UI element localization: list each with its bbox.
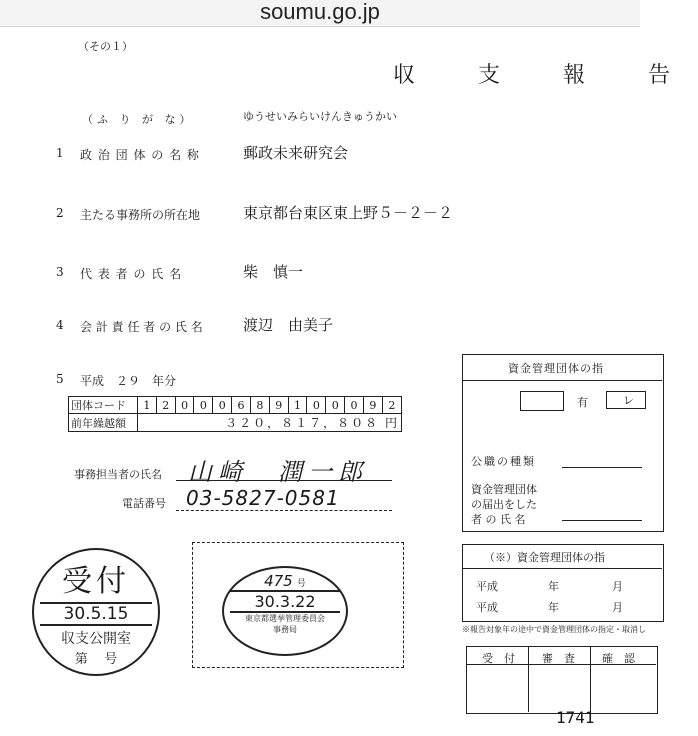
- office-type-line: [562, 467, 642, 468]
- contact-person-underline: [176, 480, 392, 481]
- furigana-label: （ふ り が な）: [82, 113, 195, 126]
- receipt-header-review: 審 査: [542, 652, 575, 665]
- document-title: 収 支 報 告: [393, 63, 698, 88]
- date-row-1-year: 年: [548, 580, 559, 593]
- code-digit: 0: [213, 397, 232, 414]
- has-checkbox[interactable]: [520, 391, 564, 411]
- page-number: 1741: [556, 708, 595, 727]
- election-committee-stamp: [222, 566, 348, 656]
- receipt-col-divider-1: [528, 646, 529, 712]
- item-2-number: 2: [56, 206, 65, 220]
- item-4-number: 4: [56, 318, 65, 332]
- notifier-line-1: 資金管理団体: [471, 483, 537, 496]
- code-digit: 0: [307, 397, 326, 414]
- browser-url-bar[interactable]: soumu.go.jp: [0, 0, 640, 27]
- item-1-value: 郵政未来研究会: [243, 144, 349, 162]
- code-digit: 9: [363, 397, 382, 414]
- stamp2-org: 東京都選挙管理委員会: [245, 614, 325, 623]
- item-3-label: 代 表 者 の 氏 名: [80, 267, 183, 281]
- stamp2-number-line: [224, 572, 346, 590]
- carryover-unit: 円: [384, 416, 399, 430]
- item-1-number: 1: [56, 146, 65, 160]
- item-5-number: 5: [56, 372, 65, 386]
- designation-header: （※）資金管理団体の指: [484, 551, 605, 564]
- code-digit: 2: [156, 397, 175, 414]
- stamp-date: 30.5.15: [40, 602, 152, 626]
- page-mark: （その１）: [78, 40, 133, 53]
- stamp2-office: 事務局: [273, 625, 297, 634]
- fund-panel-header: 資金管理団体の指: [508, 362, 604, 375]
- group-code-label: 団体コード: [69, 397, 138, 414]
- stamp2-number: 475: [264, 572, 293, 590]
- designation-divider: [462, 568, 662, 569]
- code-digit: 1: [138, 397, 157, 414]
- date-row-2-month: 月: [612, 601, 623, 614]
- notifier-line: [562, 520, 642, 521]
- stamp-number-label: 第: [74, 652, 88, 667]
- receipt-header-accept: 受 付: [482, 652, 515, 665]
- code-digit: 2: [382, 397, 401, 414]
- code-digit: 1: [288, 397, 307, 414]
- carryover-row: [69, 414, 402, 432]
- item-4-value: 渡辺 由美子: [243, 316, 334, 334]
- receipt-header-confirm: 確 認: [602, 652, 635, 665]
- code-digit: 0: [345, 397, 364, 414]
- item-4-label: 会 計 責 任 者 の 氏 名: [80, 320, 203, 334]
- notifier-line-3: 者 の 氏 名: [471, 513, 526, 526]
- has-label: 有: [577, 396, 588, 409]
- furigana-value: ゆうせいみらいけんきゅうかい: [243, 110, 397, 123]
- item-2-value: 東京都台東区東上野５－２－２: [243, 204, 454, 222]
- phone-handwritten: 03-5827-0581: [186, 486, 340, 510]
- code-digit: 9: [269, 397, 288, 414]
- item-2-label: 主たる事務所の所在地: [80, 208, 201, 222]
- office-type-label: 公職の種類: [471, 455, 536, 468]
- code-digit: 6: [232, 397, 251, 414]
- date-row-2-era: 平成: [476, 601, 498, 614]
- stamp-number-suffix: 号: [104, 652, 118, 667]
- carryover-label: 前年繰越額: [69, 414, 138, 432]
- code-digit: 0: [326, 397, 345, 414]
- receipt-col-divider-2: [590, 646, 591, 712]
- contact-person-label: 事務担当者の氏名: [74, 468, 162, 481]
- receipt-stamp: [32, 548, 160, 676]
- item-1-label: 政 治 団 体 の 名 称: [80, 148, 200, 162]
- date-row-1-month: 月: [612, 580, 623, 593]
- code-digit: 0: [175, 397, 194, 414]
- carryover-amount-cell: [138, 414, 402, 432]
- date-row-1-era: 平成: [476, 580, 498, 593]
- phone-underline: [176, 510, 392, 511]
- stamp-number-line: [34, 648, 158, 667]
- contact-person-handwritten: 山崎 潤一郎: [188, 458, 368, 486]
- item-3-value: 柴 慎一: [243, 263, 304, 281]
- code-digit: 0: [194, 397, 213, 414]
- option-box-2[interactable]: [606, 391, 646, 409]
- phone-label: 電話番号: [122, 497, 166, 510]
- option-box-2-text: レ: [623, 394, 634, 407]
- item-5-label: 平成 ２９ 年分: [80, 374, 177, 388]
- designation-footnote: ※報告対象年の途中で資金管理団体の指定・取消し: [462, 625, 646, 634]
- stamp-receipt-text: 受付: [62, 564, 130, 599]
- date-row-2-year: 年: [548, 601, 559, 614]
- carryover-amount: ３２０，８１７，８０８: [225, 416, 380, 430]
- notifier-line-2: の届出をした: [471, 498, 537, 511]
- stamp2-number-suffix: 号: [296, 579, 306, 589]
- group-code-row: [69, 397, 402, 414]
- stamp-office: 収支公開室: [61, 631, 131, 647]
- fund-panel-divider: [462, 380, 662, 381]
- item-3-number: 3: [56, 265, 65, 279]
- group-code-table: [68, 396, 402, 432]
- code-digit: 8: [250, 397, 269, 414]
- stamp2-date: 30.3.22: [230, 590, 340, 613]
- notifier-label: [471, 482, 537, 527]
